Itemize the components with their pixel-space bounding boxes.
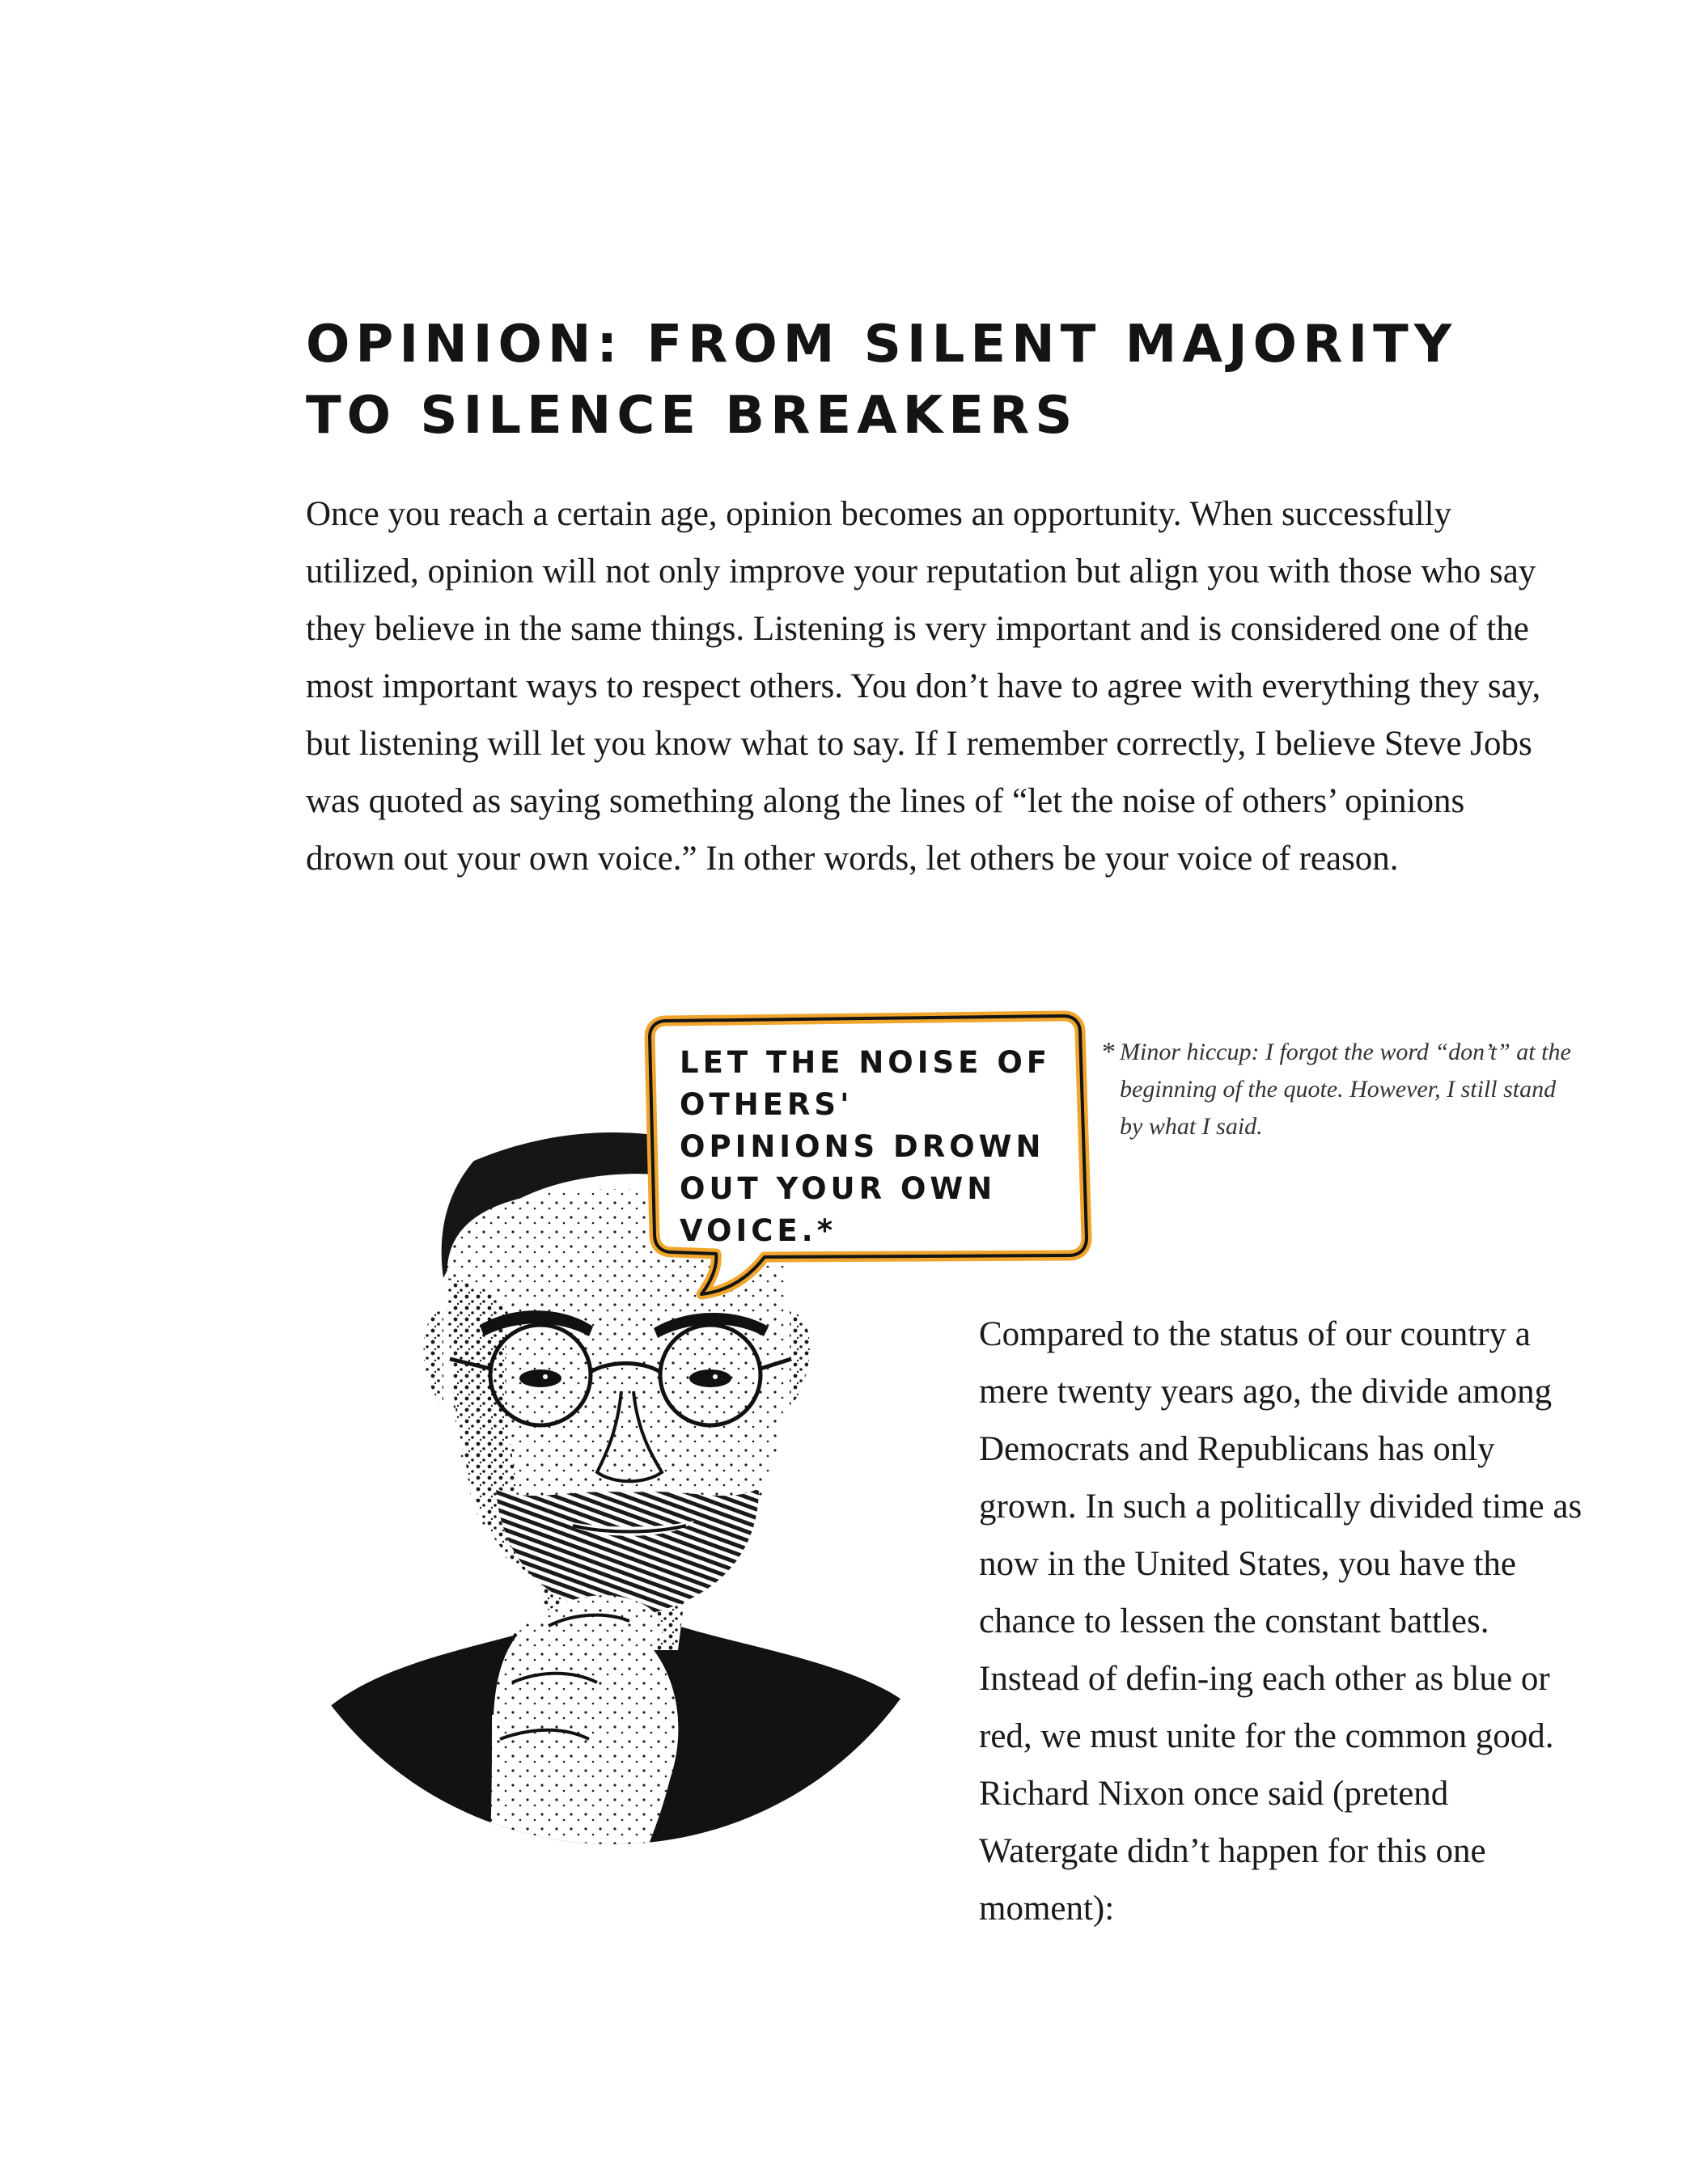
intro-paragraph: Once you reach a certain age, opinion becomes an opportunity. When successfully utilized, opinion will not only improve your reputation but align you with those who say they believe in the same things. Listening is very important and is considered one of the most important ways to respect others. You don’t have to agree with everything they say, but listening will let you know what to say. If I remember correctly, I believe Steve Jobs was quoted as saying something along the lines of “let the noise of others’ opinions drown out your own voice.” In other words, let others be your voice of reason. — [306, 495, 1541, 878]
footnote — [1102, 1034, 1571, 1145]
section-heading: OPINION: FROM SILENT MAJORITY TO SILENCE BREAKERS — [306, 315, 1458, 446]
speech-bubble-text: LET THE NOISE OF OTHERS' OPINIONS DROWN OUT YOUR OWN VOICE.* — [680, 1045, 1052, 1248]
footnote-text: Minor hiccup: I forgot the word “don’t” at the beginning of the quote. However, I still stand by what I said. — [1120, 1039, 1571, 1140]
footnote-marker: * — [1102, 1037, 1116, 1067]
continued-paragraph: Compared to the status of our country a mere twenty years ago, the divide among Democrats and Republicans has only grown. In such a politically divided time as now in the United States, you have the chance to lessen the constant battles. Instead of defin-ing each other as blue or red, we must unite for the common good. Richard Nixon once said (pretend Watergate didn’t happen for this one moment): — [979, 1315, 1582, 1928]
